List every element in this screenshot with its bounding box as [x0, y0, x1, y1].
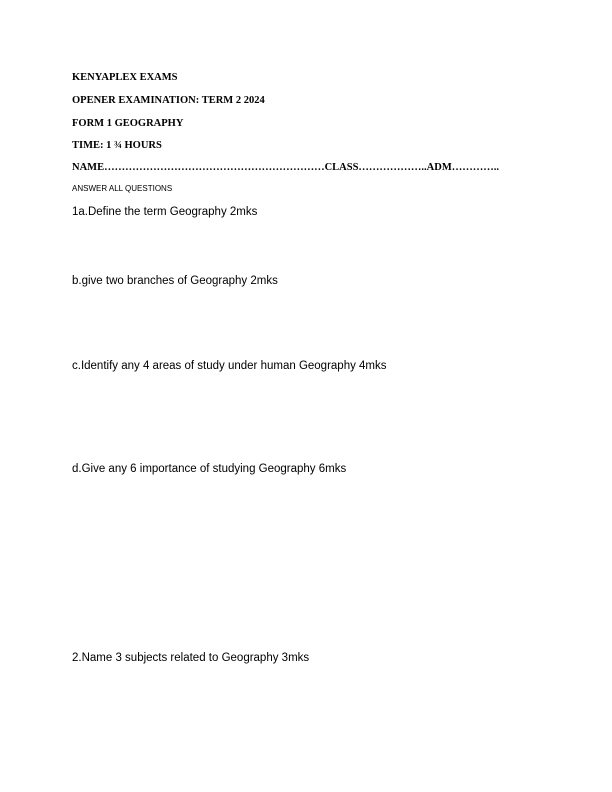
question-1d: d.Give any 6 importance of studying Geography 6mks [72, 463, 347, 475]
question-1a: 1a.Define the term Geography 2mks [72, 206, 258, 218]
question-2: 2.Name 3 subjects related to Geography 3mks [72, 652, 310, 664]
question-1b: b.give two branches of Geography 2mks [72, 275, 278, 287]
subject-title: FORM 1 GEOGRAPHY [72, 118, 184, 129]
instructions: ANSWER ALL QUESTIONS [72, 184, 173, 193]
exam-title: OPENER EXAMINATION: TERM 2 2024 [72, 95, 265, 106]
exam-time: TIME: 1 ¾ HOURS [72, 140, 162, 151]
school-name: KENYAPLEX EXAMS [72, 72, 178, 83]
question-1c: c.Identify any 4 areas of study under human Geography 4mks [72, 360, 387, 372]
name-class-adm-line: NAME………………………………………………………CLASS………………..ADM………….. [72, 162, 500, 173]
